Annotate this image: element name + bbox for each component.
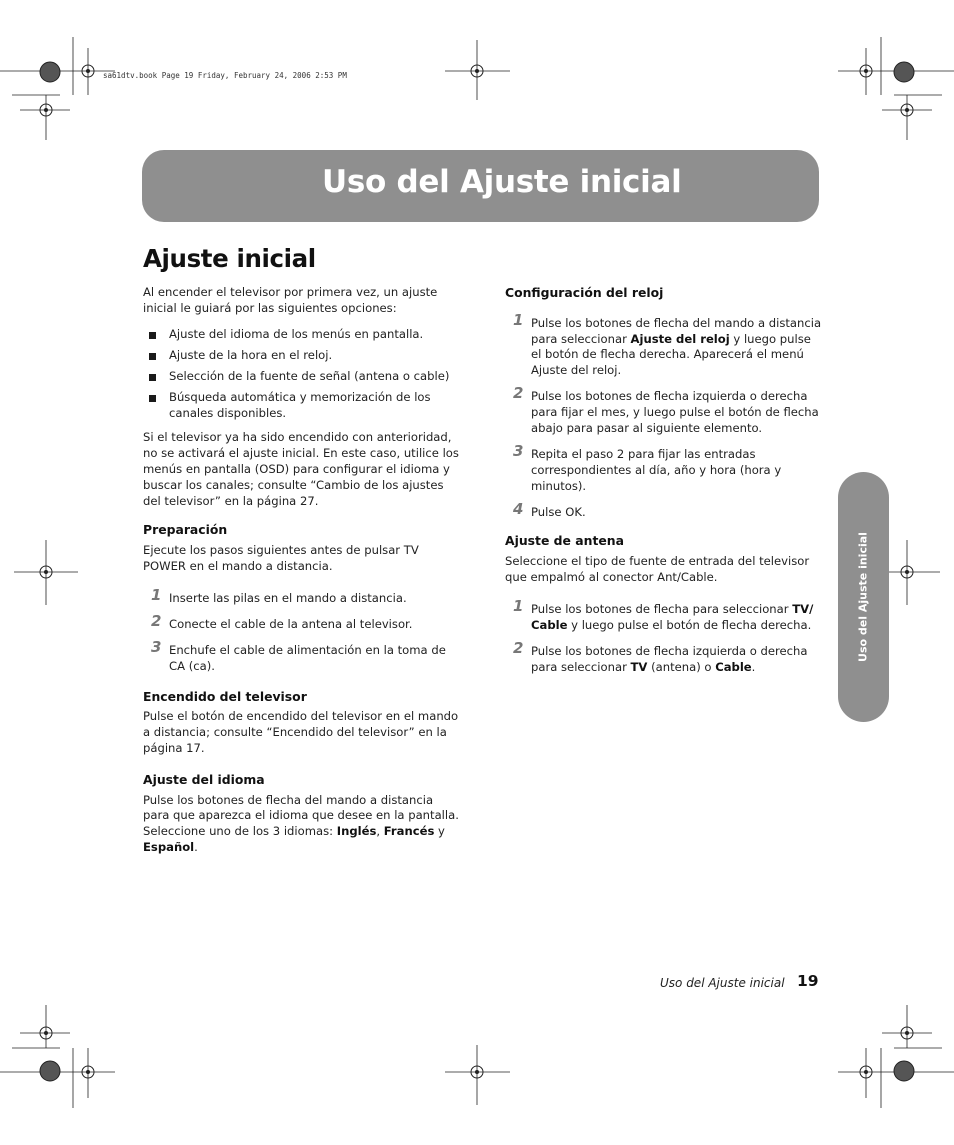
step-item: 2 Pulse los botones de flecha izquierda o derecha para fijar el mes, y luego pulse el botón de flecha abajo para pasar al siguiente elemento. [513,384,819,435]
side-tab-label: Uso del Ajuste inicial [856,532,870,662]
footer-title: Uso del Ajuste inicial [660,976,785,990]
step-item: 3 Repita el paso 2 para fijar las entradas correspondientes al día, año y hora (hora y minutos). [513,441,782,493]
list-item: Búsqueda automática y memorización de los canales disponibles. [143,390,463,422]
power-text: Pulse el botón de encendido del televisor en el mando a distancia; consulte “Encendido del televisor” en la página 17. [143,709,459,756]
antenna-text: Seleccione el tipo de fuente de entrada del televisor que empalmó al conector Ant/Cable. [505,554,810,585]
step-item: 1 Inserte las pilas en el mando a distancia. [151,585,407,605]
step-item: 3 Enchufe el cable de alimentación en la toma de CA (ca). [151,638,446,673]
chapter-banner [142,150,819,222]
prep-heading: Preparación [143,522,228,538]
antenna-steps [505,596,823,675]
chapter-title: Uso del Ajuste inicial [322,164,682,200]
step-item: 2 Pulse los botones de flecha izquierda o derecha para seleccionar TV (antena) o Cable. [513,638,808,674]
step-item: 1 Pulse los botones de flecha para seleccionar TV/ Cable y luego pulse el botón de flecha derecha. [513,596,814,632]
language-text: Pulse los botones de flecha del mando a distancia para que aparezca el idioma que desee en la pantalla. Seleccione uno de los 3 idiomas: Inglés, Francés y Español. [143,792,459,854]
bullet-icon [149,353,156,360]
intro-paragraph: Al encender el televisor por primera vez, un ajuste inicial le guiará por las siguientes opciones: [143,285,438,315]
note-paragraph: Si el televisor ya ha sido encendido con anterioridad, no se activará el ajuste inicial. En este caso, utilice los menús en pantalla (OSD) para configurar el idioma y buscar los canales; consulte “Cambio de los ajustes del televisor” en la página 27. [143,430,459,508]
bullet-icon [149,332,156,339]
right-column [505,285,823,686]
left-column [143,285,463,856]
step-item: 1 Pulse los botones de flecha del mando a distancia para seleccionar Ajuste del reloj y luego pulse el botón de flecha derecha. Aparecerá el menú Ajuste del reloj. [513,310,822,378]
step-item: 2 Conecte el cable de la antena al televisor. [151,611,413,631]
list-item: Ajuste de la hora en el reloj. [143,348,463,364]
list-item: Ajuste del idioma de los menús en pantalla. [143,327,463,343]
prep-steps [143,585,463,675]
list-item: Selección de la fuente de señal (antena o cable) [143,369,463,385]
print-header: sa61dtv.book Page 19 Friday, February 24, 2006 2:53 PM [103,71,347,80]
antenna-heading: Ajuste de antena [505,533,624,549]
options-list [143,327,463,422]
bullet-icon [149,395,156,402]
section-title: Ajuste inicial [143,244,316,273]
clock-heading: Configuración del reloj [505,285,664,300]
chapter-side-tab [838,472,889,722]
page-number: 19 [797,972,819,990]
language-heading: Ajuste del idioma [143,771,265,787]
clock-steps [505,310,823,521]
bullet-icon [149,374,156,381]
step-item: 4 Pulse OK. [513,499,586,519]
prep-text: Ejecute los pasos siguientes antes de pulsar TV POWER en el mando a distancia. [143,543,419,574]
power-heading: Encendido del televisor [143,688,307,704]
